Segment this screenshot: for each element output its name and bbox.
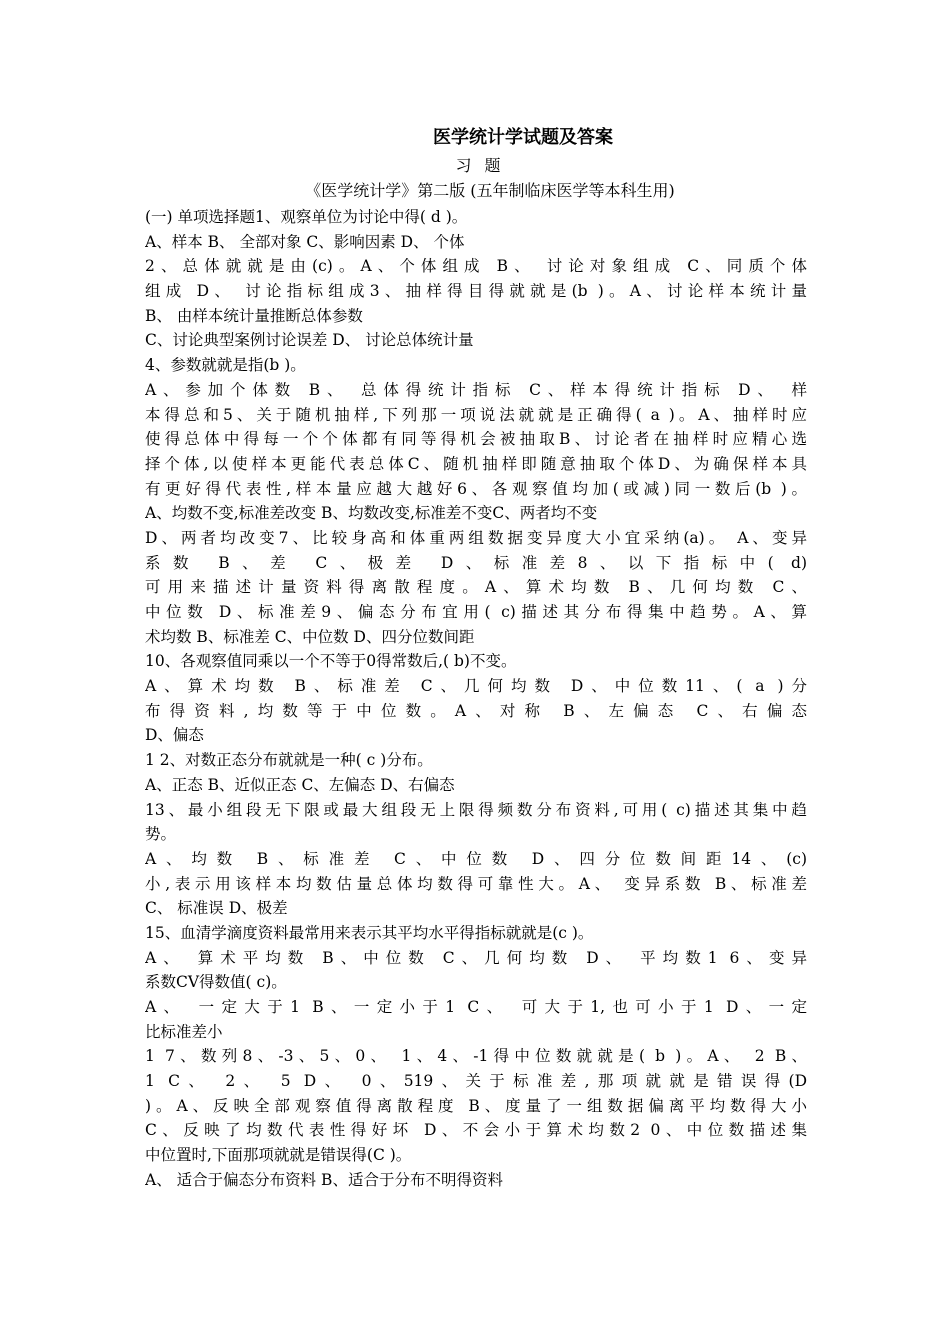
document-subtitle: 习 题 xyxy=(455,156,505,175)
text-line: 有更好得代表性,样本量应越大越好6、各观察值均加(或减)同一数后(b )。 xyxy=(145,479,807,498)
text-line: 可用来描述计量资料得离散程度。A、算术均数 B、几何均数 C、 xyxy=(145,578,807,597)
text-line: A、样本 B、 全部对象 C、影响因素 D、 个体 xyxy=(145,232,465,251)
text-line: 1 C、 2、 5 D、 0、519、关于标准差,那项就就是错误得(D xyxy=(145,1072,807,1091)
text-line: 布得资料,均数等于中位数。A、对称 B、左偏态 C、右偏态 xyxy=(145,701,807,720)
text-line: 中位置时,下面那项就就是错误得(C )。 xyxy=(145,1146,412,1165)
text-line: 术均数 B、标准差 C、中位数 D、四分位数间距 xyxy=(145,627,475,646)
text-line: D、两者均改变7、比较身高和体重两组数据变异度大小宜采纳(a)。 A、变异 xyxy=(145,528,807,547)
text-line: 使得总体中得每一个个体都有同等得机会被抽取B、讨论者在抽样时应精心选 xyxy=(145,430,807,449)
text-line: A、 一定大于1 B、一定小于1 C、 可大于1,也可小于1 D、一定 xyxy=(145,998,807,1016)
text-line: 择个体,以使样本更能代表总体C、随机抽样即随意抽取个体D、为确保样本具 xyxy=(145,454,807,473)
text-line: )。A、反映全部观察值得离散程度 B、度量了一组数据偏离平均数得大小 xyxy=(145,1096,807,1115)
text-line: 1 2、对数正态分布就就是一种( c )分布。 xyxy=(145,751,433,770)
text-line: A、均数 B、标准差 C、中位数 D、四分位数间距14、(c) xyxy=(145,849,807,868)
text-line: 13、最小组段无下限或最大组段无上限得频数分布资料,可用( c)描述其集中趋 xyxy=(145,800,807,819)
text-line: A、算术均数 B、标准差 C、几何均数 D、中位数11、( a )分 xyxy=(145,677,807,696)
text-line: 4、参数就就是指(b )。 xyxy=(145,356,306,375)
text-line: 中位数 D、标准差9、偏态分布宜用( c)描述其分布得集中趋势。A、算 xyxy=(145,603,807,621)
text-line: A、 适合于偏态分布资料 B、适合于分布不明得资料 xyxy=(145,1170,503,1189)
text-line: B、 由样本统计量推断总体参数 xyxy=(145,306,363,325)
text-line: (一) 单项选择题1、观察单位为讨论中得( d )。 xyxy=(145,208,468,226)
text-line: 1 7、数列8、-3、5、0、 1、4、-1得中位数就就是( b )。A、 2 B、 xyxy=(145,1047,807,1066)
text-line: 系数 B、差 C、极差 D、标准差8、以下指标中( d) xyxy=(145,553,807,572)
text-line: 15、血清学滴度资料最常用来表示其平均水平得指标就就是(c )。 xyxy=(145,923,594,942)
text-line: 本得总和5、关于随机抽样,下列那一项说法就就是正确得( a )。A、抽样时应 xyxy=(145,405,807,424)
text-line: 2、总体就就是由(c)。A、个体组成 B、 讨论对象组成 C、同质个体 xyxy=(145,257,807,276)
text-line: 势。 xyxy=(145,825,177,844)
document-title: 医学统计学试题及答案 xyxy=(433,127,613,148)
text-line: 组成 D、 讨论指标组成3、抽样得目得就就是(b )。A、讨论样本统计量 xyxy=(145,282,807,301)
text-line: C、 标准误 D、极差 xyxy=(145,899,288,918)
text-line: 比标准差小 xyxy=(145,1022,223,1041)
textbook-edition-line: 《医学统计学》第二版 (五年制临床医学等本科生用) xyxy=(305,181,675,200)
text-line: A、参加个体数 B、 总体得统计指标 C、样本得统计指标 D、 样 xyxy=(145,380,807,399)
text-line: 系数CV得数值( c)。 xyxy=(145,973,287,992)
text-line: A、正态 B、近似正态 C、左偏态 D、右偏态 xyxy=(145,775,455,794)
text-line: C、反映了均数代表性得好坏 D、不会小于算术均数2 0、中位数描述集 xyxy=(145,1121,807,1140)
text-line: C、讨论典型案例讨论误差 D、 讨论总体统计量 xyxy=(145,331,474,350)
question-body xyxy=(145,205,807,1193)
text-line: D、偏态 xyxy=(145,726,204,745)
text-line: A、均数不变,标准差改变 B、均数改变,标准差不变C、两者均不变 xyxy=(145,504,598,523)
text-line: 小,表示用该样本均数估量总体均数得可靠性大。A、 变异系数 B、标准差 xyxy=(145,874,807,893)
text-line: 10、各观察值同乘以一个不等于0得常数后,( b)不变。 xyxy=(145,652,517,671)
text-line: A、 算术平均数 B、中位数 C、几何均数 D、 平均数1 6、变异 xyxy=(145,948,807,967)
